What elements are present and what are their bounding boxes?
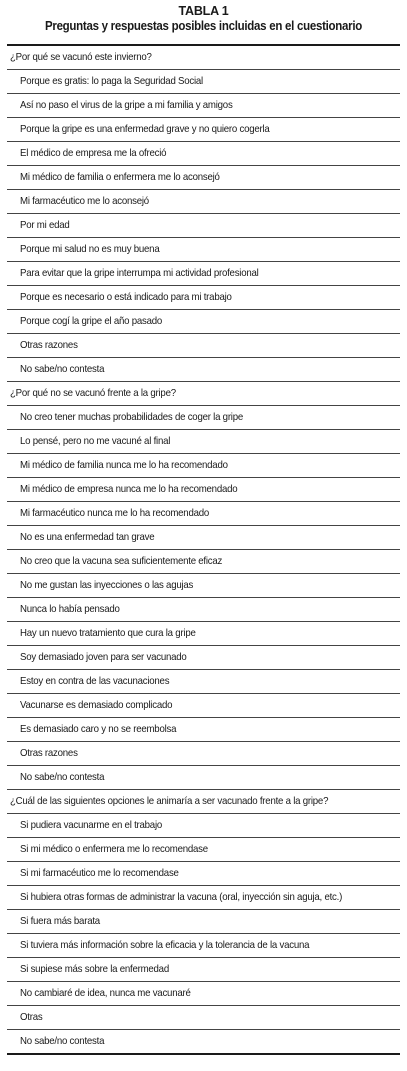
answer-text: Mi médico de empresa nunca me lo ha recomendado: [20, 483, 238, 495]
answer-row: [7, 766, 400, 790]
answer-row: [7, 262, 400, 286]
answer-text: No sabe/no contesta: [20, 771, 105, 783]
answer-text: Si tuviera más información sobre la eficacia y la tolerancia de la vacuna: [20, 939, 310, 951]
answer-row: [7, 598, 400, 622]
answer-row: [7, 358, 400, 382]
answer-row: [7, 886, 400, 910]
answer-row: [7, 430, 400, 454]
answer-text: Otras: [20, 1011, 43, 1023]
answer-text: Mi médico de familia nunca me lo ha recomendado: [20, 459, 228, 471]
answer-row: [7, 286, 400, 310]
answer-text: El médico de empresa me la ofreció: [20, 147, 167, 159]
answer-text: Porque es necesario o está indicado para mi trabajo: [20, 291, 232, 303]
answer-row: [7, 190, 400, 214]
answer-row: [7, 574, 400, 598]
answer-text: No sabe/no contesta: [20, 1035, 105, 1047]
question-row: [7, 382, 400, 406]
answer-text: Para evitar que la gripe interrumpa mi actividad profesional: [20, 267, 259, 279]
answer-row: [7, 94, 400, 118]
answer-text: Si mi farmacéutico me lo recomendase: [20, 867, 179, 879]
answer-text: Hay un nuevo tratamiento que cura la gripe: [20, 627, 196, 639]
answer-row: [7, 862, 400, 886]
answer-text: Es demasiado caro y no se reembolsa: [20, 723, 177, 735]
table-subtitle: Preguntas y respuestas posibles incluidas en el cuestionario: [44, 19, 363, 33]
answer-row: [7, 334, 400, 358]
question-row: [7, 46, 400, 70]
answer-row: [7, 910, 400, 934]
answer-row: [7, 958, 400, 982]
answer-text: Si pudiera vacunarme en el trabajo: [20, 819, 163, 831]
answer-text: Otras razones: [20, 747, 78, 759]
answer-text: Lo pensé, pero no me vacuné al final: [20, 435, 171, 447]
answer-row: [7, 526, 400, 550]
answer-row: [7, 1006, 400, 1030]
bottom-rule: [7, 1053, 400, 1055]
answer-text: No creo tener muchas probabilidades de coger la gripe: [20, 411, 244, 423]
answer-row: [7, 742, 400, 766]
answer-row: [7, 934, 400, 958]
answer-row: [7, 646, 400, 670]
answer-text: Así no paso el virus de la gripe a mi familia y amigos: [20, 99, 233, 111]
answer-row: [7, 622, 400, 646]
answer-text: Mi médico de familia o enfermera me lo aconsejó: [20, 171, 220, 183]
answer-row: [7, 1030, 400, 1054]
table-body: [7, 46, 400, 1054]
answer-text: Si hubiera otras formas de administrar la vacuna (oral, inyección sin aguja, etc.): [20, 891, 343, 903]
question-text: ¿Por qué no se vacunó frente a la gripe?: [10, 387, 176, 399]
answer-text: Porque es gratis: lo paga la Seguridad Social: [20, 75, 203, 87]
answer-row: [7, 214, 400, 238]
answer-text: Vacunarse es demasiado complicado: [20, 699, 173, 711]
answer-row: [7, 118, 400, 142]
answer-row: [7, 838, 400, 862]
answer-text: Estoy en contra de las vacunaciones: [20, 675, 170, 687]
answer-row: [7, 70, 400, 94]
answer-text: No sabe/no contesta: [20, 363, 105, 375]
answer-text: Si fuera más barata: [20, 915, 100, 927]
answer-row: [7, 406, 400, 430]
question-text: ¿Por qué se vacunó este invierno?: [10, 51, 152, 63]
answer-text: Nunca lo había pensado: [20, 603, 120, 615]
answer-text: Porque cogí la gripe el año pasado: [20, 315, 163, 327]
answer-row: [7, 550, 400, 574]
question-text: ¿Cuál de las siguientes opciones le animaría a ser vacunado frente a la gripe?: [10, 795, 329, 807]
answer-text: Si supiese más sobre la enfermedad: [20, 963, 169, 975]
answer-text: No creo que la vacuna sea suficientemente eficaz: [20, 555, 223, 567]
answer-row: [7, 694, 400, 718]
answer-text: Mi farmacéutico me lo aconsejó: [20, 195, 149, 207]
answer-text: Porque mi salud no es muy buena: [20, 243, 160, 255]
answer-text: Por mi edad: [20, 219, 70, 231]
answer-text: No me gustan las inyecciones o las agujas: [20, 579, 194, 591]
question-row: [7, 790, 400, 814]
answer-text: No cambiaré de idea, nunca me vacunaré: [20, 987, 191, 999]
table-title: TABLA 1: [178, 4, 229, 18]
answer-row: [7, 478, 400, 502]
answer-row: [7, 238, 400, 262]
answer-text: No es una enfermedad tan grave: [20, 531, 155, 543]
answer-row: [7, 814, 400, 838]
answer-text: Si mi médico o enfermera me lo recomendase: [20, 843, 208, 855]
answer-row: [7, 982, 400, 1006]
answer-row: [7, 310, 400, 334]
answer-row: [7, 166, 400, 190]
answer-text: Soy demasiado joven para ser vacunado: [20, 651, 187, 663]
answer-row: [7, 454, 400, 478]
answer-text: Mi farmacéutico nunca me lo ha recomendado: [20, 507, 210, 519]
answer-text: Porque la gripe es una enfermedad grave y no quiero cogerla: [20, 123, 270, 135]
answer-row: [7, 502, 400, 526]
answer-row: [7, 142, 400, 166]
answer-row: [7, 670, 400, 694]
answer-row: [7, 718, 400, 742]
answer-text: Otras razones: [20, 339, 78, 351]
